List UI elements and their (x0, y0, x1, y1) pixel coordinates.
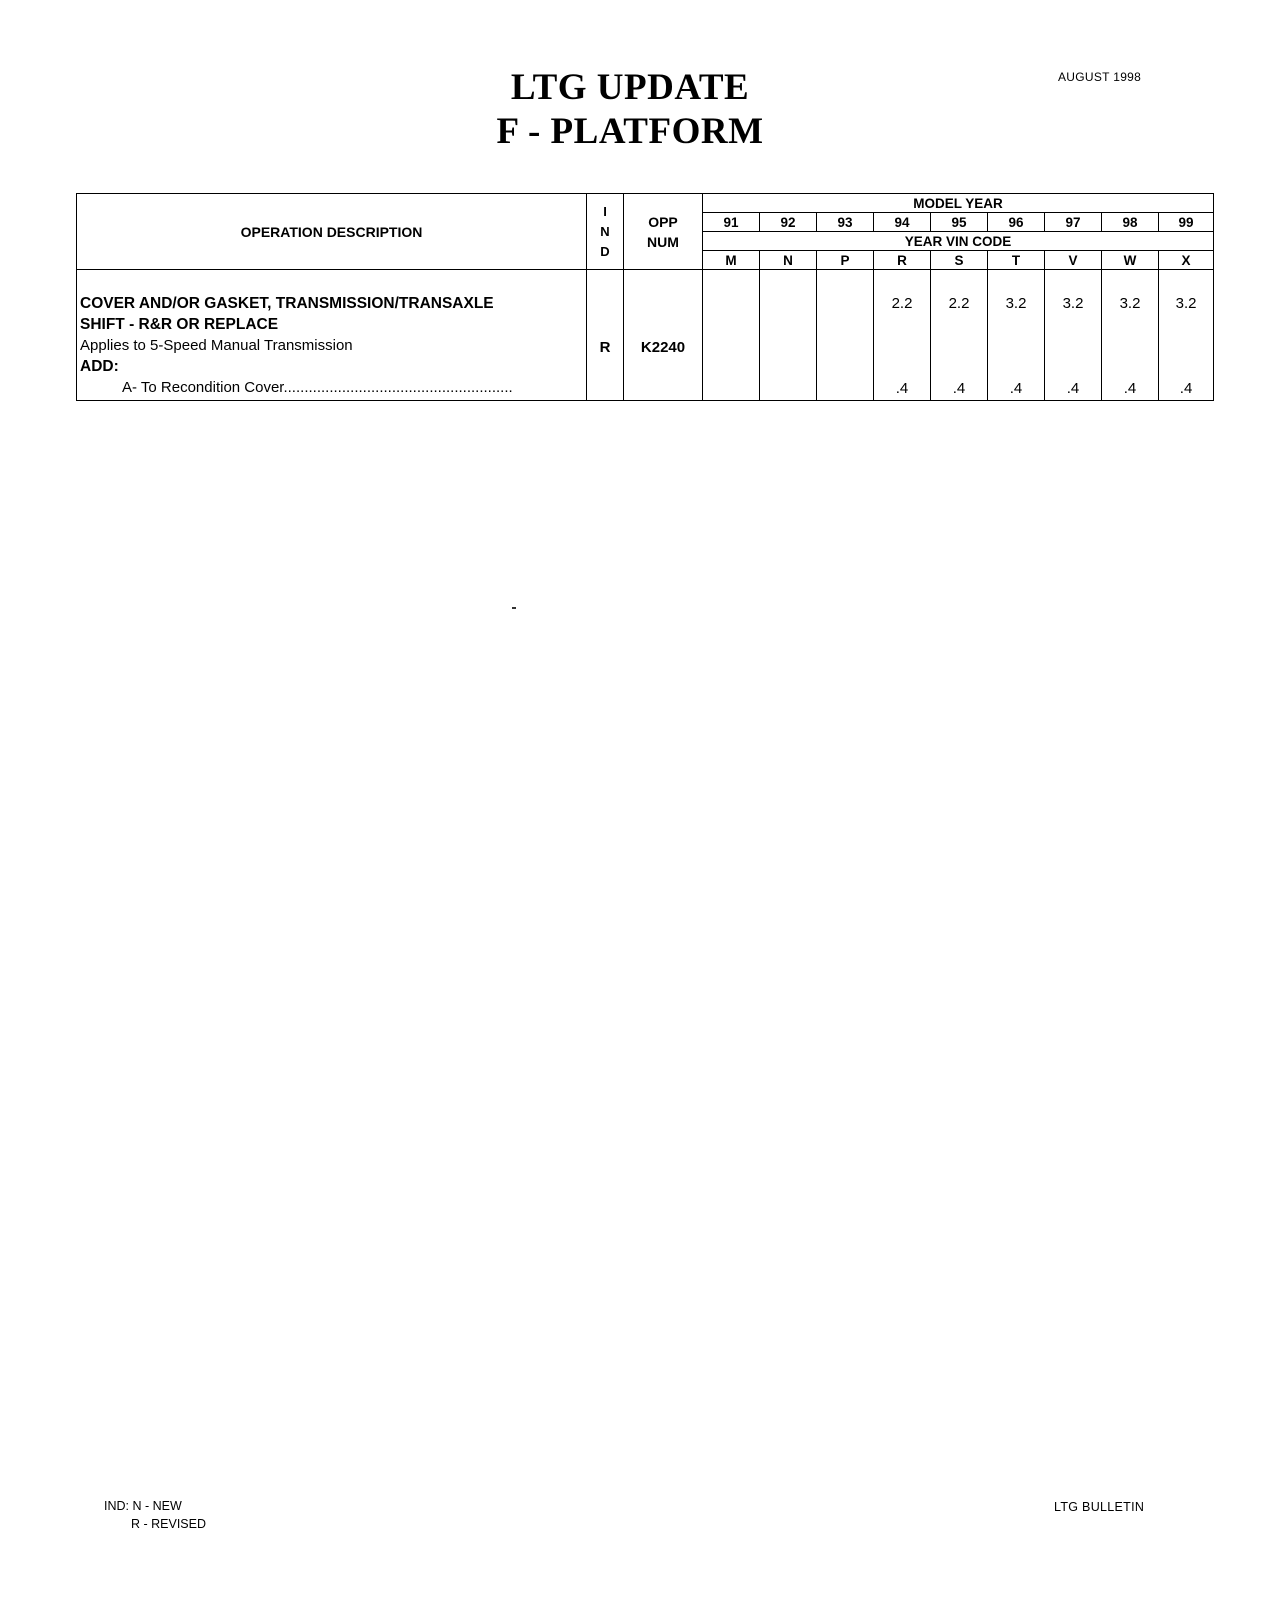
header-vin-code: M (703, 251, 760, 270)
labor-time: 3.2 (1062, 295, 1084, 312)
operation-title-line2: SHIFT - R&R OR REPLACE (80, 316, 279, 333)
header-year: 94 (874, 213, 931, 232)
add-time: .4 (1009, 380, 1023, 397)
labor-time: 3.2 (1119, 295, 1141, 312)
document-date: AUGUST 1998 (1058, 70, 1142, 84)
header-year: 93 (817, 213, 874, 232)
header-vin-code: N (760, 251, 817, 270)
scan-speck (512, 607, 516, 609)
header-year: 99 (1159, 213, 1214, 232)
header-year: 97 (1045, 213, 1102, 232)
add-time: .4 (1179, 380, 1193, 397)
time-cell (703, 270, 760, 401)
labor-time: 2.2 (891, 295, 913, 312)
header-vin-code: V (1045, 251, 1102, 270)
ind-value: R (587, 270, 624, 401)
header-operation-description: OPERATION DESCRIPTION (77, 194, 587, 270)
add-time: .4 (1123, 380, 1137, 397)
time-cell (1045, 270, 1102, 401)
header-opp-num: OPP NUM (624, 194, 703, 270)
bulletin-label: LTG BULLETIN (1054, 1500, 1145, 1514)
time-cell (1159, 270, 1214, 401)
labor-time: 2.2 (948, 295, 970, 312)
header-model-year: MODEL YEAR (703, 194, 1214, 213)
labor-time: 3.2 (1005, 295, 1027, 312)
add-item: A- To Recondition Cover....................................................... (122, 379, 513, 396)
applies-to-note: Applies to 5-Speed Manual Transmission (80, 337, 353, 354)
header-ind: I N D (587, 194, 624, 270)
time-cell (874, 270, 931, 401)
header-year: 92 (760, 213, 817, 232)
add-time: .4 (1066, 380, 1080, 397)
add-time: .4 (952, 380, 966, 397)
add-label: ADD: (80, 358, 119, 375)
header-vin-code: X (1159, 251, 1214, 270)
labor-time: 3.2 (1175, 295, 1197, 312)
document-title: LTG UPDATE (510, 67, 750, 108)
time-cell (760, 270, 817, 401)
header-year-vin-code: YEAR VIN CODE (703, 232, 1214, 251)
operation-title-line1: COVER AND/OR GASKET, TRANSMISSION/TRANSAXLE (80, 295, 494, 312)
time-cell (988, 270, 1045, 401)
opp-num-value: K2240 (624, 270, 703, 401)
header-vin-code: S (931, 251, 988, 270)
header-vin-code: R (874, 251, 931, 270)
header-year: 95 (931, 213, 988, 232)
add-time: .4 (895, 380, 909, 397)
document-subtitle: F - PLATFORM (496, 111, 764, 152)
labor-time-table (76, 193, 1214, 401)
time-cell (817, 270, 874, 401)
header-year: 91 (703, 213, 760, 232)
legend-revised: R - REVISED (131, 1517, 207, 1531)
header-year: 96 (988, 213, 1045, 232)
table-row (77, 270, 1214, 401)
header-vin-code: T (988, 251, 1045, 270)
time-cell (1102, 270, 1159, 401)
header-vin-code: P (817, 251, 874, 270)
time-cell (931, 270, 988, 401)
ind-legend (104, 1497, 206, 1533)
legend-new: IND: N - NEW (104, 1499, 182, 1513)
header-vin-code: W (1102, 251, 1159, 270)
operation-description-cell (77, 270, 587, 401)
header-year: 98 (1102, 213, 1159, 232)
